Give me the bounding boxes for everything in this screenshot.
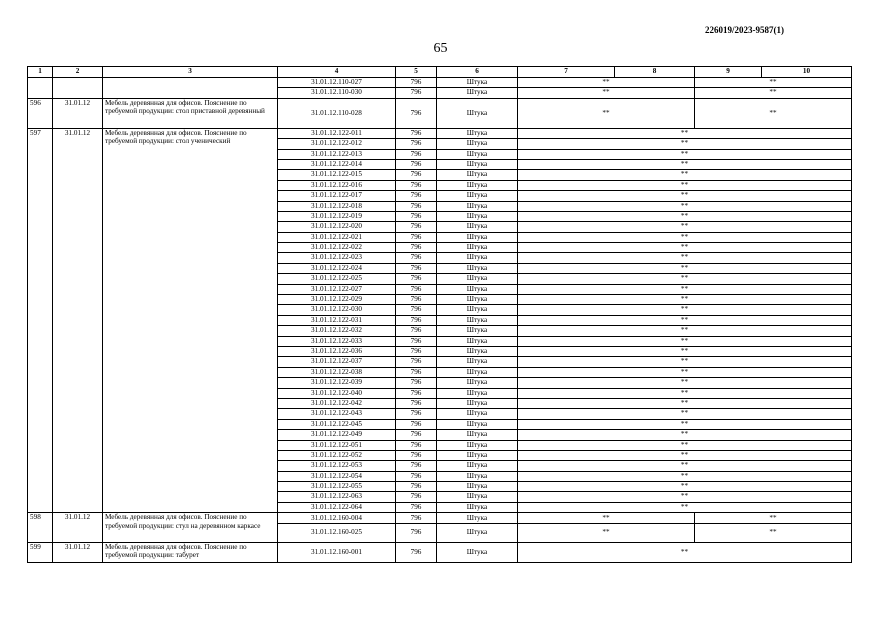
product-code: 31.01.12.160-001	[278, 542, 396, 562]
product-code: 31.01.12.122-019	[278, 211, 396, 221]
unit-name: Штука	[437, 419, 518, 429]
table-row	[28, 542, 852, 562]
okei-code: 796	[396, 388, 437, 398]
table-row	[28, 513, 852, 523]
product-code: 31.01.12.122-030	[278, 305, 396, 315]
unit-name: Штука	[437, 159, 518, 169]
header-cell: 8	[615, 67, 695, 78]
okei-code: 796	[396, 149, 437, 159]
product-code: 31.01.12.122-011	[278, 128, 396, 138]
mark-cell: **	[518, 419, 852, 429]
mark-cell: **	[518, 88, 695, 98]
okei-code: 796	[396, 502, 437, 512]
product-code: 31.01.12.122-040	[278, 388, 396, 398]
mark-cell: **	[518, 128, 852, 138]
table-row	[28, 98, 852, 128]
unit-name: Штука	[437, 398, 518, 408]
mark-cell: **	[518, 346, 852, 356]
header-cell: 1	[28, 67, 53, 78]
unit-name: Штука	[437, 305, 518, 315]
product-code: 31.01.12.122-051	[278, 440, 396, 450]
product-code: 31.01.12.122-054	[278, 471, 396, 481]
mark-cell: **	[518, 180, 852, 190]
okei-code: 796	[396, 336, 437, 346]
okei-code: 796	[396, 461, 437, 471]
okei-code: 796	[396, 450, 437, 460]
mark-cell: **	[518, 502, 852, 512]
okei-code: 796	[396, 128, 437, 138]
unit-name: Штука	[437, 346, 518, 356]
okpd-code: 31.01.12	[53, 513, 103, 542]
mark-cell: **	[518, 513, 695, 523]
unit-name: Штука	[437, 295, 518, 305]
document-number: 226019/2023-9587(1)	[705, 25, 784, 35]
unit-name: Штука	[437, 492, 518, 502]
mark-cell: **	[518, 357, 852, 367]
unit-name: Штука	[437, 440, 518, 450]
header-cell: 10	[762, 67, 852, 78]
okei-code: 796	[396, 180, 437, 190]
empty-cell	[28, 78, 53, 99]
product-description: Мебель деревянная для офисов. Пояснение по требуемой продукции: табурет	[103, 542, 278, 562]
unit-name: Штука	[437, 357, 518, 367]
header-cell: 2	[53, 67, 103, 78]
okei-code: 796	[396, 346, 437, 356]
product-code: 31.01.12.122-037	[278, 357, 396, 367]
product-code: 31.01.12.122-042	[278, 398, 396, 408]
mark-cell: **	[518, 523, 695, 542]
product-code: 31.01.12.122-029	[278, 295, 396, 305]
okei-code: 796	[396, 326, 437, 336]
page-number: 65	[433, 41, 448, 56]
product-code: 31.01.12.122-021	[278, 232, 396, 242]
unit-name: Штука	[437, 409, 518, 419]
product-table	[27, 66, 852, 563]
okei-code: 796	[396, 430, 437, 440]
unit-name: Штука	[437, 139, 518, 149]
unit-name: Штука	[437, 388, 518, 398]
mark-cell: **	[518, 274, 852, 284]
okei-code: 796	[396, 274, 437, 284]
unit-name: Штука	[437, 502, 518, 512]
okei-code: 796	[396, 98, 437, 128]
product-code: 31.01.12.122-052	[278, 450, 396, 460]
okei-code: 796	[396, 201, 437, 211]
mark-cell: **	[695, 523, 852, 542]
mark-cell: **	[518, 149, 852, 159]
product-code: 31.01.12.122-036	[278, 346, 396, 356]
okei-code: 796	[396, 243, 437, 253]
okei-code: 796	[396, 523, 437, 542]
mark-cell: **	[518, 542, 852, 562]
mark-cell: **	[518, 388, 852, 398]
unit-name: Штука	[437, 326, 518, 336]
mark-cell: **	[518, 409, 852, 419]
unit-name: Штука	[437, 450, 518, 460]
unit-name: Штука	[437, 88, 518, 98]
unit-name: Штука	[437, 482, 518, 492]
product-code: 31.01.12.160-025	[278, 523, 396, 542]
okpd-code: 31.01.12	[53, 542, 103, 562]
row-number: 596	[28, 98, 53, 128]
okei-code: 796	[396, 222, 437, 232]
mark-cell: **	[518, 78, 695, 88]
mark-cell: **	[518, 191, 852, 201]
mark-cell: **	[518, 398, 852, 408]
product-code: 31.01.12.122-023	[278, 253, 396, 263]
product-code: 31.01.12.122-063	[278, 492, 396, 502]
mark-cell: **	[518, 492, 852, 502]
product-code: 31.01.12.122-032	[278, 326, 396, 336]
unit-name: Штука	[437, 471, 518, 481]
header-cell: 3	[103, 67, 278, 78]
unit-name: Штука	[437, 243, 518, 253]
mark-cell: **	[518, 159, 852, 169]
okei-code: 796	[396, 378, 437, 388]
unit-name: Штука	[437, 263, 518, 273]
mark-cell: **	[518, 336, 852, 346]
unit-name: Штука	[437, 367, 518, 377]
unit-name: Штука	[437, 98, 518, 128]
unit-name: Штука	[437, 180, 518, 190]
product-code: 31.01.12.122-014	[278, 159, 396, 169]
header-cell: 5	[396, 67, 437, 78]
product-code: 31.01.12.122-015	[278, 170, 396, 180]
header-cell: 9	[695, 67, 762, 78]
mark-cell: **	[518, 201, 852, 211]
mark-cell: **	[518, 222, 852, 232]
okei-code: 796	[396, 159, 437, 169]
unit-name: Штука	[437, 336, 518, 346]
product-description: Мебель деревянная для офисов. Пояснение по требуемой продукции: стол ученический	[103, 128, 278, 512]
product-code: 31.01.12.122-017	[278, 191, 396, 201]
okpd-code: 31.01.12	[53, 128, 103, 512]
table-row	[28, 128, 852, 138]
okei-code: 796	[396, 170, 437, 180]
okei-code: 796	[396, 88, 437, 98]
unit-name: Штука	[437, 542, 518, 562]
unit-name: Штука	[437, 274, 518, 284]
mark-cell: **	[695, 78, 852, 88]
mark-cell: **	[518, 471, 852, 481]
mark-cell: **	[518, 482, 852, 492]
okei-code: 796	[396, 305, 437, 315]
mark-cell: **	[518, 98, 695, 128]
product-code: 31.01.12.110-030	[278, 88, 396, 98]
product-code: 31.01.12.122-055	[278, 482, 396, 492]
product-code: 31.01.12.122-031	[278, 315, 396, 325]
mark-cell: **	[518, 243, 852, 253]
product-code: 31.01.12.110-027	[278, 78, 396, 88]
row-number: 597	[28, 128, 53, 512]
unit-name: Штука	[437, 170, 518, 180]
unit-name: Штука	[437, 284, 518, 294]
okei-code: 796	[396, 315, 437, 325]
okei-code: 796	[396, 419, 437, 429]
okei-code: 796	[396, 398, 437, 408]
mark-cell: **	[695, 88, 852, 98]
product-code: 31.01.12.122-020	[278, 222, 396, 232]
okei-code: 796	[396, 191, 437, 201]
okei-code: 796	[396, 542, 437, 562]
product-code: 31.01.12.122-043	[278, 409, 396, 419]
unit-name: Штука	[437, 128, 518, 138]
unit-name: Штука	[437, 78, 518, 88]
header-cell: 4	[278, 67, 396, 78]
mark-cell: **	[518, 295, 852, 305]
mark-cell: **	[518, 378, 852, 388]
product-description: Мебель деревянная для офисов. Пояснение по требуемой продукции: стол приставной деревянный	[103, 98, 278, 128]
okei-code: 796	[396, 284, 437, 294]
unit-name: Штука	[437, 513, 518, 523]
mark-cell: **	[518, 430, 852, 440]
okei-code: 796	[396, 357, 437, 367]
unit-name: Штука	[437, 430, 518, 440]
okei-code: 796	[396, 367, 437, 377]
product-code: 31.01.12.122-064	[278, 502, 396, 512]
row-number: 598	[28, 513, 53, 542]
row-number: 599	[28, 542, 53, 562]
unit-name: Штука	[437, 222, 518, 232]
empty-cell	[103, 78, 278, 99]
okpd-code: 31.01.12	[53, 98, 103, 128]
product-code: 31.01.12.122-053	[278, 461, 396, 471]
okei-code: 796	[396, 513, 437, 523]
product-code: 31.01.12.122-012	[278, 139, 396, 149]
product-code: 31.01.12.122-038	[278, 367, 396, 377]
product-code: 31.01.12.122-024	[278, 263, 396, 273]
mark-cell: **	[518, 326, 852, 336]
product-code: 31.01.12.122-027	[278, 284, 396, 294]
okei-code: 796	[396, 295, 437, 305]
unit-name: Штука	[437, 378, 518, 388]
table-row	[28, 78, 852, 88]
mark-cell: **	[518, 284, 852, 294]
header-row	[28, 67, 852, 78]
mark-cell: **	[518, 450, 852, 460]
unit-name: Штука	[437, 149, 518, 159]
okei-code: 796	[396, 253, 437, 263]
okei-code: 796	[396, 78, 437, 88]
unit-name: Штука	[437, 461, 518, 471]
okei-code: 796	[396, 492, 437, 502]
unit-name: Штука	[437, 191, 518, 201]
okei-code: 796	[396, 139, 437, 149]
okei-code: 796	[396, 211, 437, 221]
mark-cell: **	[518, 305, 852, 315]
mark-cell: **	[695, 513, 852, 523]
mark-cell: **	[518, 315, 852, 325]
okei-code: 796	[396, 232, 437, 242]
mark-cell: **	[518, 211, 852, 221]
product-code: 31.01.12.122-013	[278, 149, 396, 159]
product-code: 31.01.12.122-045	[278, 419, 396, 429]
product-code: 31.01.12.122-039	[278, 378, 396, 388]
unit-name: Штука	[437, 211, 518, 221]
mark-cell: **	[518, 440, 852, 450]
product-code: 31.01.12.110-028	[278, 98, 396, 128]
okei-code: 796	[396, 471, 437, 481]
product-code: 31.01.12.122-049	[278, 430, 396, 440]
product-code: 31.01.12.160-004	[278, 513, 396, 523]
unit-name: Штука	[437, 523, 518, 542]
unit-name: Штука	[437, 232, 518, 242]
okei-code: 796	[396, 482, 437, 492]
mark-cell: **	[518, 170, 852, 180]
product-description: Мебель деревянная для офисов. Пояснение по требуемой продукции: стул на деревянном каркасе	[103, 513, 278, 542]
unit-name: Штука	[437, 253, 518, 263]
mark-cell: **	[518, 139, 852, 149]
mark-cell: **	[518, 263, 852, 273]
okei-code: 796	[396, 263, 437, 273]
product-code: 31.01.12.122-022	[278, 243, 396, 253]
product-code: 31.01.12.122-016	[278, 180, 396, 190]
unit-name: Штука	[437, 201, 518, 211]
product-code: 31.01.12.122-025	[278, 274, 396, 284]
okei-code: 796	[396, 409, 437, 419]
mark-cell: **	[518, 253, 852, 263]
mark-cell: **	[518, 367, 852, 377]
mark-cell: **	[518, 461, 852, 471]
mark-cell: **	[518, 232, 852, 242]
empty-cell	[53, 78, 103, 99]
product-code: 31.01.12.122-018	[278, 201, 396, 211]
unit-name: Штука	[437, 315, 518, 325]
okei-code: 796	[396, 440, 437, 450]
mark-cell: **	[695, 98, 852, 128]
product-code: 31.01.12.122-033	[278, 336, 396, 346]
header-cell: 6	[437, 67, 518, 78]
header-cell: 7	[518, 67, 615, 78]
